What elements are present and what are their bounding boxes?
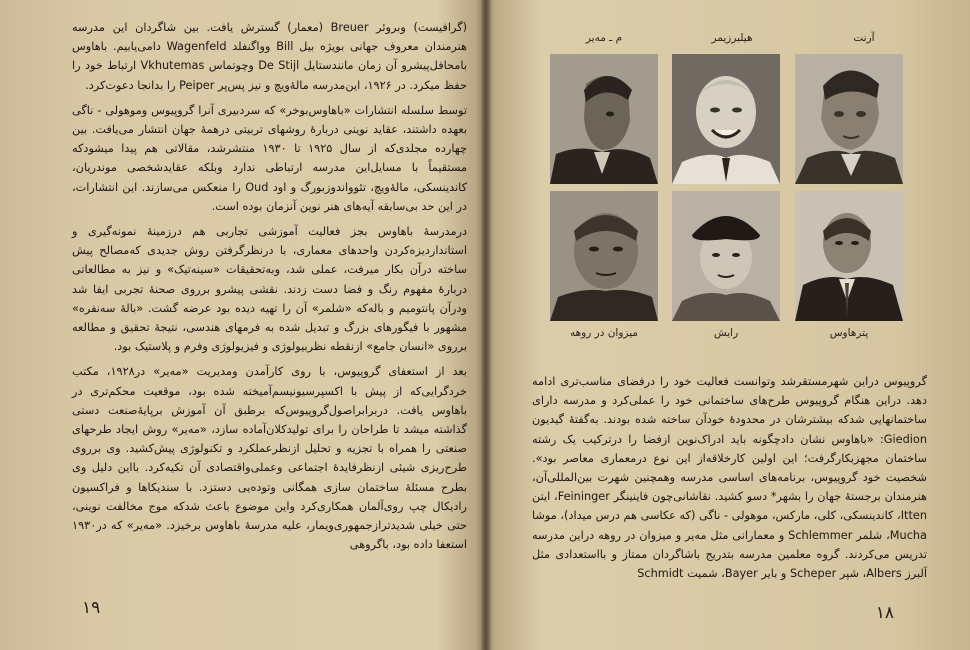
page-number-left: ۱۹ <box>82 598 101 618</box>
photo-caption: پترهاوس <box>829 327 869 339</box>
right-paragraph: گروپیوس دراین شهرمستقرشد وتوانست فعالیت خود را درفضای مناسب‌تری ادامه دهد. دراین هنگام گروپیوس طرح‌های ساختمانی خود را عملی‌کرد و مدرسه دارای ساختمانهایی شدکه بیشترشان در محدودهٔ خودآن ساخته شده بودند. به‌گفتهٔ گیدیون Giedion: «باهاوس نشان دادچگونه باید ادراک‌نوین ازفضا را درترکیب یک رشته ساختمان مجهزبکارگرفت؛ این اولین کارخلاقه‌از این نوع درمعماری معاصر بود». شخصیت خود گروپیوس، برنامه‌های اساسی مدرسه وهمچنین شهرت بین‌المللی‌آن، هنرمندان برجستهٔ جهان را بشهر* دسو کشید. نقاشانی‌چون فاینینگر Feininger، ایتن Itten، کاندینسکی، کلی، مارکس، موهولی - ناگی (که عکاسی هم درس میداد)، موشا Mucha، شلمر Schlemmer و معمارانی مثل مه‌یر و میزوان در روهه دراین مدرسه تدریس می‌کردند. گروه معلمین مدرسه بتدریج باشاگردان ممتاز و بااستعدادی مثل آلبرز Albers، شپر Scheper و بایر Bayer، شمیت Schmidt <box>532 375 927 581</box>
left-page <box>0 0 482 650</box>
left-paragraph: بعد از استعفای گروپیوس، با روی کارآمدن ومدیریت «مه‌یر» در۱۹۲۸، مکتب خردگرایی‌که از پیش با اکسپرسیونیسم‌آمیخته شده بود، موقعیت محکم‌تری در باهاوس یافت. دربرابراصول‌گروپیوس‌که برطبق آن آموزش برپایهٔ‌صنعت دستی گذاشته میشد تا طراحان را برای تولیدکلان‌آماده سازد، «مه‌یر» روش ایجاد طرحهای صنعتی را همراه با تجزیه و تحلیل ازنظرعملکرد و تکنولوژی پیش‌کشید. وی برروی طرح‌ریزی شیئی ازنظرفایدهٔ اجتماعی وعملی‌واقتصادی آن تکیه‌کرد. بااین دلیل وی بطرح مسئلهٔ ساختمان سازی همگانی وتوده‌یی دستزد. با سندیکاها و فراکسیون رادیکال چپ روی‌آلمان همکاری‌کرد واین موضوع باعث شدکه موج مخالفت نوینی، حتی خیلی شدیدترازجمهوری‌ویمار، علیه مدرسهٔ باهاوس برخیزد. «مه‌یر» که در۱۹۳۰ استعفا داده بود، باگروهی <box>72 365 467 552</box>
left-paragraph: (گرافیست) وبروئر Breuer (معمار) گسترش یافت. بین شاگردان این مدرسه هنرمندان معروف جهانی بویژه بیل Bill وواگنفلد Wagenfeld دامی‌یابیم. باهاوس بامحافل‌پیشرو آن زمان مانند‌ستایل De Stijl وچوتماس Vkhutemas ارتباط خود را حفظ میکرد. در ۱۹۲۶، این‌مدرسه مالهٔ‌ویچ و نیز پس‌پر Peiper را بدانجا دعوت‌کرد. <box>72 21 468 92</box>
photo-caption: رایش <box>713 327 739 339</box>
left-page-text <box>72 18 467 560</box>
photo-caption: م‌ ـ مه‌یر <box>585 32 623 44</box>
right-page <box>490 0 970 650</box>
portrait-man-bald-smiling-icon <box>672 54 780 184</box>
photo-caption: میزوان در روهه <box>569 327 638 339</box>
photo-caption: هیلبرزیمر <box>711 32 753 44</box>
left-paragraph: توسط سلسله انتشارات «باهاوس‌بوخر» که سردبیری آنرا گروپیوس وموهولی - ناگی بعهده داشتند، عقاید نوینی دربارهٔ روشهای تربیتی درهمهٔ جهان انتشار می‌یافت. بین چهارده مجلدی‌که از سال ۱۹۲۵ تا ۱۹۳۰ منتشرشد، مقالاتی هم پیدا میشودکه مستقیماً با مسایل‌این مدرسه ارتباطی ندارد وبلکه عقایدشخصی موندریان، کاندینسکی، مالهٔ‌ویچ، تئوواندوزبورگ و اود Oud را منعکس می‌سازند. این انتشارات، در این حد بی‌سابقه آیه‌های هنر نوین آنزمان بوده است. <box>72 103 467 213</box>
page-number-right: ۱۸ <box>875 603 894 623</box>
portrait-grid <box>550 32 898 339</box>
portrait-woman-hat-icon <box>672 191 780 321</box>
portrait-man-suit-tie-icon <box>795 191 903 321</box>
photo-caption: آرنت <box>853 32 875 44</box>
portrait-man-heavyset-icon <box>550 191 658 321</box>
portrait-man-side-profile-icon <box>550 54 658 184</box>
left-paragraph: درمدرسهٔ باهاوس بجز فعالیت آموزشی تجاربی هم درزمینهٔ نمونه‌گیری و استانداردیزه‌کردن واحدهای معماری، با درنظرگرفتن روش جدیدی که‌مصالح پیش ساخته درآن بکار میرفت، عملی شد، وبه‌تحقیقات «سینه‌تیک» و نیز به مطالعاتی دربارهٔ مفهوم رنگ و فضا دست زدند. نقشی پیشرو برروی صحنهٔ تجربی ایفا شد ودرآن پانتومیم و باله‌که «شلمر» آن را تهیه دیده بود عرضه گشت. «بالهٔ سه‌نفره» مشهور با فیگورهای بزرگ و تبدیل شده به فرمهای هندسی، نتیجهٔ تحقیق و مطالعه برروی «انسان جامع» ازنقطه نظربیولوژی و فیزیولوژی وفرم و پلاستیک بود. <box>72 225 467 354</box>
portrait-man-dark-hair-icon <box>795 54 903 184</box>
right-page-text <box>532 372 927 589</box>
